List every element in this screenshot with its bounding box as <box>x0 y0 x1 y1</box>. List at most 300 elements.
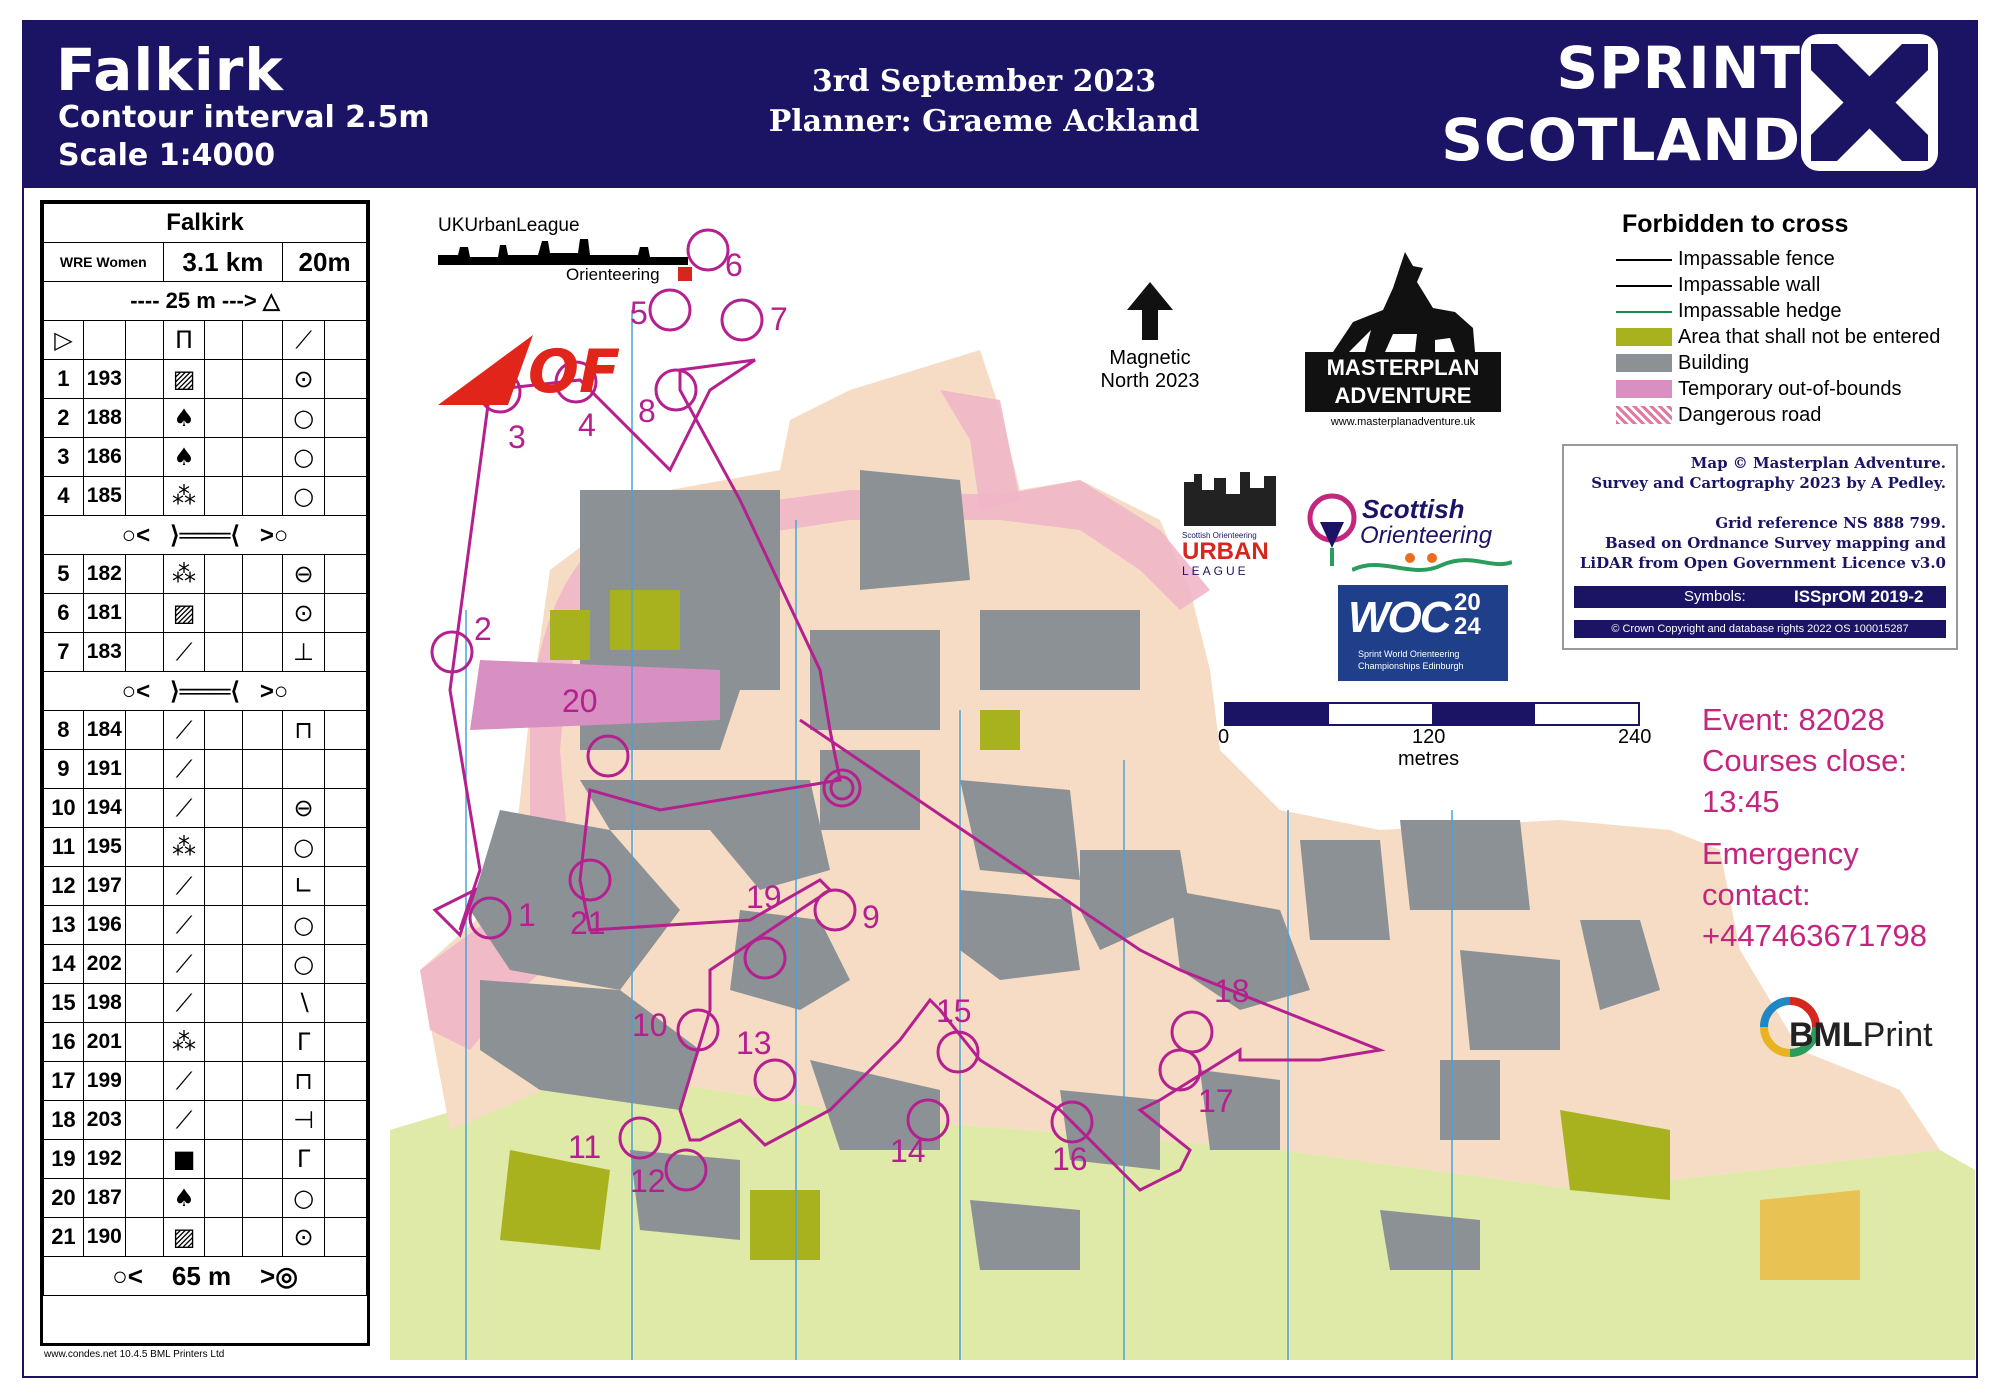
feature-symbol-icon: ⁂ <box>172 833 197 861</box>
desc-empty <box>325 477 367 516</box>
start-tape-text: ---- 25 m ---> <box>130 288 257 313</box>
feature-symbol-icon: ■ <box>172 1145 196 1173</box>
legend-label: Impassable hedge <box>1678 300 1842 322</box>
position-cell <box>283 360 325 399</box>
position-cell <box>283 711 325 750</box>
control-code: 183 <box>83 633 125 672</box>
control-label-13: 13 <box>736 1025 772 1061</box>
desc-empty <box>243 594 283 633</box>
feature-cell <box>163 828 205 867</box>
position-cell <box>283 1179 325 1218</box>
position-cell <box>283 438 325 477</box>
event-date: 3rd September 2023 <box>811 64 1157 99</box>
sprint-scotland-logo <box>1797 30 1942 175</box>
feature-cell <box>163 750 205 789</box>
passage-icon: ⟩═══⟨ <box>170 677 240 705</box>
feature-cell <box>163 555 205 594</box>
desc-empty <box>243 633 283 672</box>
start-icon: ▷ <box>54 326 73 354</box>
desc-empty <box>325 438 367 477</box>
control-code: 193 <box>83 360 125 399</box>
feature-symbol-icon: ⟋ <box>175 950 193 978</box>
desc-empty <box>205 594 243 633</box>
desc-empty <box>243 1140 283 1179</box>
control-number: 6 <box>44 594 84 633</box>
position-symbol-icon: ⊙ <box>293 365 314 393</box>
desc-empty <box>243 438 283 477</box>
courses-close-time: 13:45 <box>1702 784 1780 819</box>
desc-empty <box>125 1140 163 1179</box>
position-cell <box>283 477 325 516</box>
control-number: 2 <box>44 399 84 438</box>
control-code: 190 <box>83 1218 125 1257</box>
woc-line-1: Sprint World Orienteering <box>1358 649 1460 659</box>
route-end-icon: >○ <box>259 677 289 705</box>
crown-copyright: © Crown Copyright and database rights 2022 OS 100015287 <box>1574 620 1946 638</box>
control-row <box>44 1023 367 1062</box>
scale-tick-120: 120 <box>1412 726 1446 748</box>
woc-text: WOC <box>1348 593 1450 642</box>
feature-cell <box>163 438 205 477</box>
control-label-19: 19 <box>746 879 782 915</box>
control-label-6: 6 <box>725 247 743 283</box>
magnetic-north-marker <box>1075 282 1225 402</box>
legend-label: Impassable fence <box>1678 248 1835 270</box>
credit-line-3: Grid reference NS 888 799. <box>1715 514 1946 532</box>
desc-empty <box>205 399 243 438</box>
feature-cell <box>163 984 205 1023</box>
control-label-15: 15 <box>936 993 972 1029</box>
feature-symbol-icon: ⟋ <box>175 638 193 666</box>
feature-symbol-icon: ⟋ <box>175 755 193 783</box>
control-label-14: 14 <box>890 1133 926 1169</box>
symbols-label: Symbols: <box>1684 588 1746 605</box>
desc-empty <box>125 1023 163 1062</box>
feature-cell <box>163 906 205 945</box>
position-symbol-icon: ○ <box>293 911 315 939</box>
control-label-3: 3 <box>508 419 526 455</box>
feature-symbol-icon: ⟋ <box>175 1067 193 1095</box>
desc-empty <box>125 906 163 945</box>
position-symbol-icon: ⊙ <box>293 1223 314 1251</box>
control-number: 19 <box>44 1140 84 1179</box>
control-code: 197 <box>83 867 125 906</box>
scottish-text: Scottish <box>1362 494 1465 524</box>
map-scale: Scale 1:4000 <box>58 138 276 173</box>
desc-empty <box>243 1179 283 1218</box>
position-cell <box>283 789 325 828</box>
control-code: 192 <box>83 1140 125 1179</box>
control-row <box>44 399 367 438</box>
desc-empty <box>325 321 367 360</box>
control-label-16: 16 <box>1052 1141 1088 1177</box>
desc-empty <box>243 399 283 438</box>
desc-empty <box>125 633 163 672</box>
position-symbol-icon: ∖ <box>295 989 312 1017</box>
contour-interval: Contour interval 2.5m <box>58 100 430 135</box>
feature-cell <box>163 789 205 828</box>
control-number: 13 <box>44 906 84 945</box>
desc-empty <box>125 828 163 867</box>
desc-empty <box>243 828 283 867</box>
feature-cell <box>163 1062 205 1101</box>
desc-empty <box>125 1062 163 1101</box>
desc-empty <box>243 867 283 906</box>
position-cell <box>283 633 325 672</box>
desc-empty <box>325 984 367 1023</box>
position-cell <box>283 984 325 1023</box>
desc-empty <box>243 906 283 945</box>
position-cell <box>283 1023 325 1062</box>
control-row <box>44 477 367 516</box>
control-code: 191 <box>83 750 125 789</box>
desc-empty <box>125 1101 163 1140</box>
emergency-phone: +447463671798 <box>1702 918 1927 953</box>
orienteering-text: Orienteering <box>1360 522 1493 549</box>
control-number: 17 <box>44 1062 84 1101</box>
feature-symbol-icon: ⟋ <box>175 1106 193 1134</box>
desc-empty <box>205 1062 243 1101</box>
sprint-word: SPRINT <box>1556 34 1801 102</box>
skyline-icon <box>1182 470 1286 526</box>
desc-taped-route <box>44 672 367 711</box>
feature-cell <box>163 867 205 906</box>
desc-empty <box>325 1062 367 1101</box>
woc-year-2: 24 <box>1454 613 1481 640</box>
iof-swoosh-icon <box>438 335 538 405</box>
header-banner <box>24 22 1976 188</box>
feature-symbol-icon: ⟋ <box>175 872 193 900</box>
position-cell <box>283 1062 325 1101</box>
control-label-18: 18 <box>1214 973 1250 1009</box>
legend-swatch <box>1616 311 1672 313</box>
desc-empty <box>125 867 163 906</box>
control-label-11: 11 <box>568 1129 602 1165</box>
so-urban-text-2: URBAN <box>1182 538 1269 565</box>
desc-empty <box>205 477 243 516</box>
control-label-7: 7 <box>770 301 788 337</box>
building <box>860 470 970 590</box>
control-number: 10 <box>44 789 84 828</box>
legend-label: Temporary out-of-bounds <box>1678 378 1902 400</box>
desc-empty <box>205 633 243 672</box>
feature-symbol-icon: ⟋ <box>175 989 193 1017</box>
feature-symbol-icon: ⁂ <box>172 482 197 510</box>
route-end-icon: >○ <box>259 521 289 549</box>
control-row <box>44 828 367 867</box>
building <box>970 1200 1080 1270</box>
masterplan-text-2: ADVENTURE <box>1334 383 1472 408</box>
city-skyline-icon <box>438 237 698 267</box>
feature-cell <box>163 1023 205 1062</box>
control-rows <box>44 360 367 1257</box>
desc-class: WRE Women <box>44 243 164 282</box>
desc-empty <box>325 828 367 867</box>
desc-empty <box>205 1218 243 1257</box>
control-row <box>44 1101 367 1140</box>
building <box>1460 950 1560 1050</box>
feature-symbol-icon: ⟋ <box>175 911 193 939</box>
woc-2024-logo <box>1338 585 1508 681</box>
control-number: 4 <box>44 477 84 516</box>
start-feature-cell <box>163 321 205 360</box>
position-cell <box>283 594 325 633</box>
desc-empty <box>243 711 283 750</box>
position-cell <box>283 867 325 906</box>
desc-empty <box>205 906 243 945</box>
legend-swatch <box>1616 285 1672 287</box>
route-start-icon: ○< <box>121 677 151 705</box>
control-row <box>44 1062 367 1101</box>
desc-empty <box>205 1101 243 1140</box>
uk-urban-league-logo <box>438 215 698 285</box>
bml-print: Print <box>1862 1016 1933 1054</box>
building <box>1380 1210 1480 1270</box>
control-number: 15 <box>44 984 84 1023</box>
bml-text <box>1789 1016 1933 1055</box>
position-symbol-icon: ⊓ <box>294 716 313 744</box>
building <box>1300 840 1390 940</box>
feature-cell <box>163 1218 205 1257</box>
position-symbol-icon: ○ <box>293 482 315 510</box>
position-symbol-icon: Γ <box>296 1145 311 1173</box>
desc-empty <box>205 321 243 360</box>
scale-segment <box>1226 704 1329 724</box>
desc-empty <box>325 1179 367 1218</box>
desc-empty <box>205 945 243 984</box>
no-entry-area <box>550 610 590 660</box>
feature-symbol-icon: ♠ <box>173 443 195 471</box>
route-start-icon: ○< <box>121 521 151 549</box>
building <box>1440 1060 1500 1140</box>
desc-taped-route <box>44 516 367 555</box>
start-triangle-icon: △ <box>262 288 280 313</box>
control-code: 187 <box>83 1179 125 1218</box>
desc-empty <box>125 477 163 516</box>
desc-empty <box>243 1218 283 1257</box>
desc-empty <box>205 984 243 1023</box>
feature-symbol-icon: ♠ <box>173 1184 195 1212</box>
control-row <box>44 789 367 828</box>
wave-runners-icon <box>1352 550 1512 580</box>
control-row <box>44 1140 367 1179</box>
iof-text: OF <box>528 337 620 407</box>
desc-empty <box>325 594 367 633</box>
desc-empty <box>243 1062 283 1101</box>
masterplan-url: www.masterplanadventure.uk <box>1330 416 1476 428</box>
control-row <box>44 867 367 906</box>
position-cell <box>283 906 325 945</box>
credit-line-4: Based on Ordnance Survey mapping and <box>1605 534 1946 552</box>
credit-line-5: LiDAR from Open Government Licence v3.0 <box>1579 554 1946 572</box>
description-table <box>43 203 367 1296</box>
control-row <box>44 945 367 984</box>
desc-empty <box>205 828 243 867</box>
masterplan-text-1: MASTERPLAN <box>1326 355 1480 380</box>
control-label-12: 12 <box>630 1163 666 1199</box>
position-symbol-icon: ⊖ <box>293 794 314 822</box>
legend-label: Dangerous road <box>1678 404 1822 426</box>
control-code: 199 <box>83 1062 125 1101</box>
desc-empty <box>205 1179 243 1218</box>
position-symbol-icon: ⊣ <box>293 1106 315 1134</box>
symbols-value: ISSprOM 2019-2 <box>1794 587 1924 606</box>
desc-empty <box>125 594 163 633</box>
feature-cell <box>163 633 205 672</box>
feature-symbol-icon: ♠ <box>173 404 195 432</box>
control-row <box>44 594 367 633</box>
control-row <box>44 984 367 1023</box>
position-cell <box>283 1101 325 1140</box>
scotland-word: SCOTLAND <box>1441 106 1801 174</box>
finish-icon: >◎ <box>260 1260 298 1291</box>
desc-empty <box>325 1101 367 1140</box>
desc-empty <box>325 399 367 438</box>
uk-urban-text: UKUrbanLeague <box>438 215 580 236</box>
legend-label: Area that shall not be entered <box>1678 326 1941 348</box>
desc-empty <box>125 438 163 477</box>
contact-label: contact: <box>1702 877 1811 912</box>
passage-icon: ⟩═══⟨ <box>170 521 240 549</box>
desc-empty <box>125 1179 163 1218</box>
desc-empty <box>325 750 367 789</box>
woc-line-2: Championships Edinburgh <box>1358 661 1464 671</box>
feature-cell <box>163 1140 205 1179</box>
desc-empty <box>243 1023 283 1062</box>
corner-icon: ⟋ <box>295 326 313 354</box>
finish-start-icon: ○< <box>112 1260 143 1291</box>
control-number: 14 <box>44 945 84 984</box>
desc-empty <box>325 789 367 828</box>
legend-label: Impassable wall <box>1678 274 1821 296</box>
control-label-21: 21 <box>570 905 606 941</box>
bml-bold: BML <box>1789 1016 1863 1054</box>
north-line-1: Magnetic <box>1109 347 1191 369</box>
position-symbol-icon: ○ <box>293 1184 315 1212</box>
desc-empty <box>243 750 283 789</box>
position-cell <box>283 750 325 789</box>
position-symbol-icon: ○ <box>293 404 315 432</box>
position-symbol-icon: ∟ <box>293 872 314 900</box>
iof-logo <box>438 335 638 405</box>
building <box>810 630 940 730</box>
control-code: 188 <box>83 399 125 438</box>
control-label-2: 2 <box>474 611 492 647</box>
event-number: Event: 82028 <box>1702 702 1885 737</box>
feature-cell <box>163 1179 205 1218</box>
no-entry-area <box>750 1190 820 1260</box>
uk-red-square-icon <box>678 267 692 281</box>
desc-empty <box>205 750 243 789</box>
position-cell <box>283 1218 325 1257</box>
control-code: 194 <box>83 789 125 828</box>
position-symbol-icon: ⊙ <box>293 599 314 627</box>
printer-credit: www.condes.net 10.4.5 BML Printers Ltd <box>44 1349 225 1360</box>
finish-tape-text: 65 m <box>171 1260 232 1291</box>
feature-symbol-icon: ⟋ <box>175 716 193 744</box>
legend-swatch <box>1616 406 1672 424</box>
emergency-label: Emergency <box>1702 836 1859 871</box>
masterplan-adventure-logo <box>1305 248 1505 438</box>
legend-swatch <box>1616 354 1672 372</box>
desc-empty <box>325 1023 367 1062</box>
desc-empty <box>243 477 283 516</box>
symbols-bar <box>1574 586 1946 608</box>
position-cell <box>283 399 325 438</box>
no-entry-area <box>1760 1190 1860 1280</box>
desc-empty <box>243 1101 283 1140</box>
control-row <box>44 438 367 477</box>
desc-title: Falkirk <box>44 204 367 243</box>
control-description-sheet <box>40 200 370 1346</box>
position-symbol-icon: ⊓ <box>294 1067 313 1095</box>
feature-symbol-icon: ▨ <box>172 599 196 627</box>
position-symbol-icon: ⊖ <box>293 560 314 588</box>
desc-empty <box>325 555 367 594</box>
control-code: 203 <box>83 1101 125 1140</box>
control-row <box>44 711 367 750</box>
feature-cell <box>163 477 205 516</box>
building <box>610 590 680 650</box>
control-row <box>44 633 367 672</box>
control-code: 195 <box>83 828 125 867</box>
feature-symbol-icon: ▨ <box>172 1223 196 1251</box>
scale-tick-0: 0 <box>1218 726 1230 748</box>
desc-empty <box>325 711 367 750</box>
desc-empty <box>125 984 163 1023</box>
control-label-4: 4 <box>578 407 596 443</box>
scale-tick-240: 240 <box>1618 726 1652 748</box>
feature-symbol-icon: ⁂ <box>172 560 197 588</box>
legend-swatch <box>1616 380 1672 398</box>
feature-cell <box>163 399 205 438</box>
so-urban-text-1: Scottish Orienteering <box>1182 531 1257 540</box>
control-code: 196 <box>83 906 125 945</box>
legend-label: Building <box>1678 352 1750 374</box>
control-code: 185 <box>83 477 125 516</box>
feature-symbol-icon: ▨ <box>172 365 196 393</box>
so-urban-league-logo <box>1182 470 1286 578</box>
bridge-icon: Π <box>175 326 194 354</box>
control-row <box>44 1218 367 1257</box>
desc-empty <box>205 555 243 594</box>
scale-bar <box>1224 702 1640 726</box>
credit-line-2: Survey and Cartography 2023 by A Pedley. <box>1591 474 1946 492</box>
control-label-8: 8 <box>638 393 656 429</box>
woc-year-1: 20 <box>1454 589 1481 616</box>
desc-empty <box>205 438 243 477</box>
control-label-17: 17 <box>1198 1083 1234 1119</box>
bml-print-logo <box>1755 992 1955 1072</box>
control-number: 7 <box>44 633 84 672</box>
position-cell <box>283 945 325 984</box>
control-code: 186 <box>83 438 125 477</box>
position-symbol-icon: ○ <box>293 950 315 978</box>
control-row <box>44 906 367 945</box>
position-symbol-icon: ○ <box>293 833 315 861</box>
control-code: 198 <box>83 984 125 1023</box>
desc-empty <box>125 711 163 750</box>
desc-empty <box>325 867 367 906</box>
credit-line-1: Map © Masterplan Adventure. <box>1690 454 1946 472</box>
north-line-2: North 2023 <box>1100 370 1200 392</box>
desc-start-tape <box>44 282 367 321</box>
desc-empty <box>125 321 163 360</box>
feature-symbol-icon: ⟋ <box>175 794 193 822</box>
control-row <box>44 750 367 789</box>
wolf-icon <box>1305 248 1505 358</box>
control-number: 8 <box>44 711 84 750</box>
